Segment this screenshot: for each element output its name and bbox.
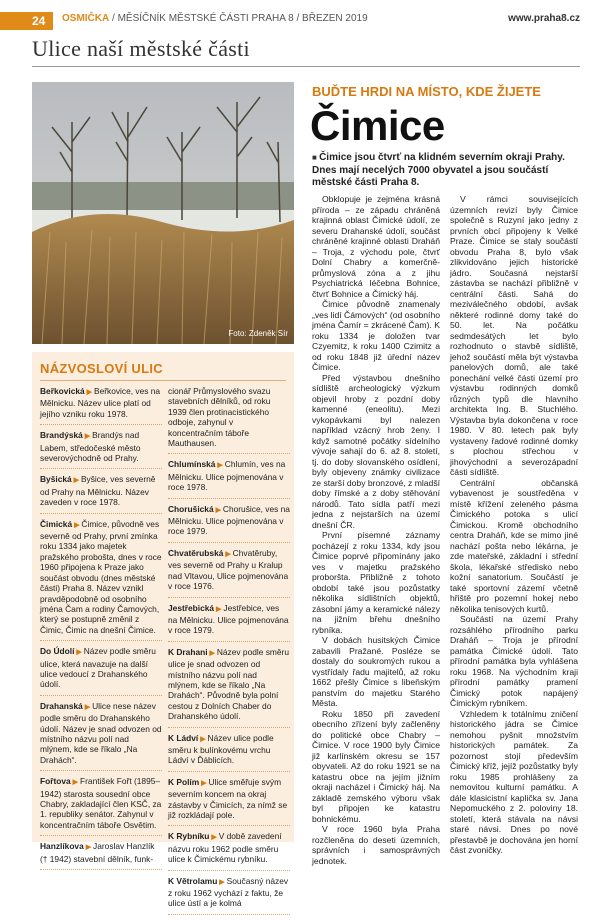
street-description: Název podle směru ulice, která navazuje na další ulice vedoucí z Drahanského údolí. xyxy=(40,646,156,690)
street-entry xyxy=(168,647,290,728)
article-paragraph: Vzhledem k totálnímu zničení historického jádra se Čimice nemohou pyšnit množstvím historických památek. Za pozornost stojí především Čimický kříž, jejíž pozůstatky byly roku 1985 prohlášeny za nemovitou kulturní památku. A dále klasicistní kaplička sv. Jana Nepomuckého z 2. poloviny 18. století, která stávala na návsi staré návsi. Dnes po nové přestavbě je dochována jen horní část zvoničky. xyxy=(450,708,578,855)
article-paragraph: Roku 1850 při zavedení obecního zřízení byly začleněny do politické obce Chabry – Čimice. V roce 1900 byly Čimice již karlínském okresu se 157 obyvateli. Až do roku 1921 se na katastru obce na jejím jižním okraji nacházel i Čimický háj. Na základě zemského výboru však byl připojen ke katastru bohnickému. xyxy=(312,708,440,824)
street-name: Čimická ▶ xyxy=(40,519,81,529)
street-entry xyxy=(168,386,290,454)
street-description: V době zavedení názvu roku 1962 podle směru ulice k Čimickému rybníku. xyxy=(168,831,282,865)
article-paragraph: V dobách husitských Čimice zabavili Pražané. Posléze se dostaly do soukromých rukou a vystřídaly řadu majitelů, až roku 1662 přešly Čimice s libeňským panstvím do majetku Starého Města. xyxy=(312,635,440,708)
magazine-subtitle: / MĚSÍČNÍK MĚSTSKÉ ČÁSTI PRAHA 8 / BŘEZEN 2019 xyxy=(112,13,368,24)
street-description: cionář Průmyslového svazu stavebních dělníků, od roku 1939 člen protinacistického odboje, zahynul v koncentračním táboře Mauthausen. xyxy=(168,386,271,449)
street-name: Hanzlíkova ▶ xyxy=(40,841,93,851)
article-photo xyxy=(32,82,294,344)
article-paragraph: V rámci souvisejících územních revizí byly Čimice společně s Ruzyní jako jedny z prvních obcí připojeny k Velké Praze. Čimice se staly součástí obvodu Praha 8, bylo však zlikvidováno jejich historické jádro. Současná nejstarší zástavba se nachází přibližně v centrální části. Sahá do meziválečného období, avšak některé rodinné domy také do 50. let. Na počátku sedmdesátých let bylo rozhodnuto o stavbě sídliště, jehož součástí měla být výstavba panelových domů, ale také ponechání velké části území pro výstavbu rodinných domků různých typů dle hlavního architekta Ing. B. Stuchlého. Výstavba byla dokončena v roce 1980. V 80. letech pak byly vystaveny řadové rodinné domky s plochou střechou v jihovýchodní a severozápadní části sídliště. xyxy=(450,194,578,477)
street-name: Beřkovická ▶ xyxy=(40,386,94,396)
street-names-box xyxy=(32,352,294,909)
article-column-1 xyxy=(312,194,440,866)
article-paragraph: Před výstavbou dnešního sídliště archeologický výzkum objevil hroby z pozdní doby kamenné (eneolitu). Mezi vykopávkami byl nalezen například vzácný hrob ženy. I když samotné počátky sídelního vývoje sahají do 6. až 8. století, tj. do doby slovanského osídlení, byly objeveny známky civilizace ze starší doby bronzové, z mladší doby římské a z doby stěhování národů. Tato sídla patří mezi jedna z nejstarších na území dnešní ČR. xyxy=(312,372,441,530)
street-description: Chlumín, ves na Mělnicku. Ulice pojmenována v roce 1978. xyxy=(168,459,286,493)
street-name: Drahanská ▶ xyxy=(40,701,92,711)
street-entry xyxy=(168,603,290,642)
street-name: Byšická ▶ xyxy=(40,474,81,484)
box-column-1 xyxy=(40,386,162,875)
page-header xyxy=(0,0,600,28)
street-description: Název ulice podle směru k bulínkovému vrchu Ládví v Ďáblicích. xyxy=(168,732,274,766)
street-name: K Ládví ▶ xyxy=(168,733,208,743)
box-title: NÁZVOSLOVÍ ULIC xyxy=(40,361,163,376)
street-entry xyxy=(168,777,290,827)
box-column-2 xyxy=(168,386,290,920)
street-name: K Větrolamu ▶ xyxy=(168,876,227,886)
street-entry xyxy=(168,831,290,870)
magazine-name: OSMIČKA xyxy=(62,13,110,24)
street-name: Brandýská ▶ xyxy=(40,430,92,440)
street-name: K Rybníku ▶ xyxy=(168,831,219,841)
street-name: K Drahani ▶ xyxy=(168,647,217,657)
section-title: Ulice naší městské části xyxy=(32,36,250,61)
article-paragraph: Centrální občanská vybavenost je soustředěna v místě křížení zeleného pásma Čimického potoka s ulicí Čimickou. Kromě obchodního centra Draháň, kde se mimo jiné nachází pošta nebo lékárna, je zde mateřské, základní i střední škola, lékařské středisko nebo kožní sanatorium. Součástí je také sportovní zázemí včetně hřiště pro pozemní hokej nebo několika tenisových kurtů. xyxy=(450,477,578,614)
street-description: Chvatěruby, ves severně od Prahy u Kralup nad Vltavou, Ulice pojmenována v roce 1976. xyxy=(168,547,289,592)
article-kicker: BUĎTE HRDI NA MÍSTO, KDE ŽIJETE xyxy=(312,84,541,99)
site-url[interactable]: www.praha8.cz xyxy=(508,13,580,24)
street-name: Chvatěrubská ▶ xyxy=(168,548,233,558)
street-description: Čimice, původně ves severně od Prahy, první zmínka roku 1334 jako majetek pražského probošta, dnes v roce 1960 připojena k Praze jako součást obvodu (dnes městské části) Praha 8. Název vznikl pravděpodobně od osobního jména Čam a rodiny Čamových, který se postupně změnil z Čimic, Čimic na dnešní Čimice. xyxy=(40,518,162,635)
street-entry xyxy=(40,701,162,771)
street-description: Ulice nese název podle směru do Drahanského údolí. Název je snad odvozen od místního názvu polí nad mlýnem, kde se říkalo „Na Drahách“. xyxy=(40,700,162,765)
article-column-2 xyxy=(450,194,578,856)
street-description: Jaroslav Hanzlík († 1942) stavební dělník, funk- xyxy=(40,841,155,864)
street-name: Chorušická ▶ xyxy=(168,504,223,514)
street-entry xyxy=(40,474,162,513)
street-entry xyxy=(168,504,290,543)
street-entry xyxy=(40,776,162,836)
street-entry xyxy=(40,646,162,696)
street-entry xyxy=(168,733,290,772)
street-entry xyxy=(168,459,290,498)
article-paragraph: Součástí na území Prahy rozsáhlého přírodního parku Draháň – Troja je přírodní památka Čimické údolí. Tato přírodní památka byla vyhlášena roku 1968. Na východním kraji přírodní památky pramení Čimický potok napájený Čimickým rybníkem. xyxy=(450,614,578,708)
street-description: Název podle směru ulice je snad odvozen od místního názvu polí nad mlýnem, kde se říkalo „Na Drahách“. Původně byla polní cestou z Dolních Chaber do Drahanského údolí. xyxy=(168,646,289,722)
street-name: K Polím ▶ xyxy=(168,777,208,787)
street-entry xyxy=(168,548,290,598)
street-name: Do Údolí ▶ xyxy=(40,646,84,656)
street-entry xyxy=(40,841,162,870)
article-paragraph: V roce 1960 byla Praha rozčleněna do deseti územních, správních i samosprávných jednotek. xyxy=(312,824,440,866)
article-paragraph: Čimice původně znamenaly „ves lidí Čámových“ (od osobního jména Čamír = zkrácené Čam). K roku 1334 je doložen tvar Czyemitz, k roku 1400 Czimitz a od roku 1848 již úřední název Čimice. xyxy=(312,299,441,372)
street-name: Jestřebická ▶ xyxy=(168,603,223,613)
reeds-pond-image xyxy=(32,82,294,344)
street-description: Chorušice, ves na Mělnicku. Ulice pojmenována v roce 1979. xyxy=(168,503,290,537)
street-description: Brandýs nad Labem, středočeské město severovýchodně od Prahy. xyxy=(40,430,141,464)
street-description: Byšice, ves severně od Prahy na Mělnicku. Název zaveden v roce 1978. xyxy=(40,474,156,508)
page-number: 24 xyxy=(0,12,53,30)
street-name: Fořtova ▶ xyxy=(40,776,80,786)
street-entry xyxy=(168,876,290,915)
photo-credit: Foto: Zdeněk Sír xyxy=(228,329,288,338)
street-description: Současný název z roku 1962 vychází z faktu, že ulice ústí a je kolmá xyxy=(168,875,289,909)
street-entry xyxy=(40,519,162,641)
street-description: Jestřebice, ves na Mělnicku. Ulice pojmenována v roce 1979. xyxy=(168,602,289,636)
street-description: Ulice směřuje svým severním koncem na okraj zástavby v Čimicích, za nímž se již rozkládají pole. xyxy=(168,776,288,820)
street-entry xyxy=(40,430,162,469)
article-paragraph: První písemné záznamy pocházejí z roku 1334, kdy jsou Čimice poprvé připomínány jako ves v majetku pražského proboršta. Přibližně z tohoto období také jsou pozůstatky několika sídlištních objektů, zásobní jámy a keramické nálezy na jižním břehu dnešního rybníka. xyxy=(312,530,440,635)
section-divider xyxy=(32,66,580,67)
box-divider xyxy=(40,380,286,381)
street-description: František Fořt (1895–1942) starosta sousední obce Chabry, zakladající člen KSČ, za 1. republiky senátor. Zahynul v koncentračním táboře Osvětim. xyxy=(40,776,162,830)
article-lead: ■ Čimice jsou čtvrť na klidném severním okraji Prahy. Dnes mají necelých 7000 obyvatel a jsou součástí městské části Praha 8. xyxy=(312,152,574,190)
street-description: Beřkovice, ves na Mělnicku. Název ulice platí od jejího vzniku roku 1978. xyxy=(40,386,161,419)
article-headline: Čimice xyxy=(310,102,445,149)
article-paragraph: Obklopuje je zejména krásná příroda – ze západu chráněná krajinná oblast Čimické údolí, ze severu Drahanské údolí, součást chráněné krajinné oblasti Draháň – Troja, z východu pole, čtvrť Dolní Chabry a komerčně-průmyslová zóna a z jihu Psychiatrická léčebna Bohnice, čtvrť Bohnice a Čimický háj. xyxy=(312,194,440,299)
street-name: Chlumínská ▶ xyxy=(168,459,225,469)
magazine-title xyxy=(62,13,368,24)
street-entry xyxy=(40,386,162,425)
